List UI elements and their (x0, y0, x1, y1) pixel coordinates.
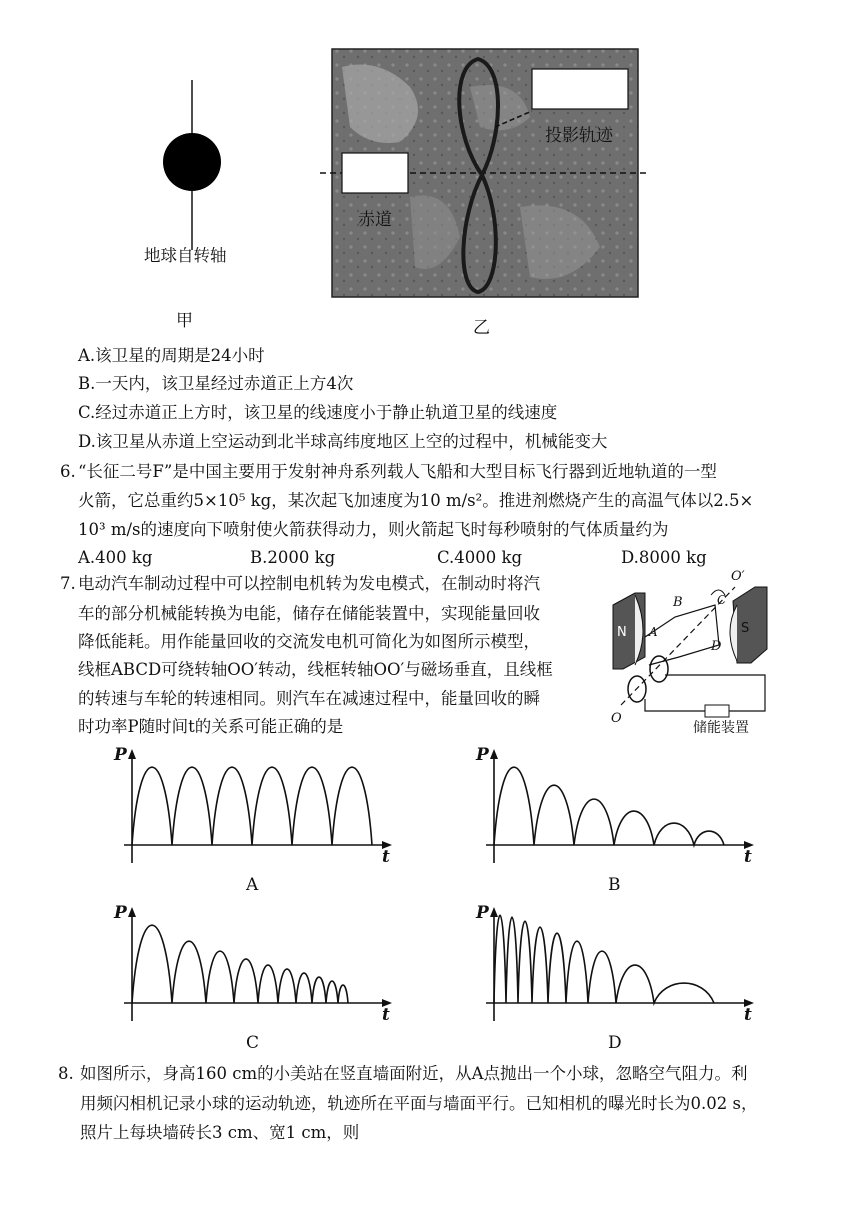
figure-yi (320, 47, 650, 337)
generator-drawing (605, 565, 785, 735)
power-curve (132, 767, 372, 845)
q5-option-c: C.经过赤道正上方时，该卫星的线速度小于静止轨道卫星的线速度 (78, 403, 558, 422)
figure-jia (130, 70, 250, 330)
graph-c-ylabel: P (114, 903, 127, 923)
caption-yi: 乙 (473, 318, 490, 338)
q6-line: 10³ m/s的速度向下喷射使火箭获得动力，则火箭起飞时每秒喷射的气体质量约为 (78, 520, 669, 539)
graph-d-caption: D (608, 1033, 622, 1053)
q7-line: 的转速与车轮的转速相同。则汽车在减速过程中，能量回收的瞬 (78, 689, 540, 708)
graph-b-xlabel: t (744, 847, 752, 867)
graph-b-ylabel: P (476, 745, 489, 765)
generator-diagram (605, 565, 785, 735)
q8-number: 8. (58, 1064, 74, 1083)
s-pole-face (730, 605, 737, 661)
storage-label: 储能装置 (693, 720, 749, 736)
y-axis-arrow (128, 907, 136, 917)
q6-option-c: C.4000 kg (437, 548, 523, 567)
graph-a-caption: A (246, 875, 259, 895)
label-o-prime: O′ (731, 569, 745, 584)
power-curve (132, 925, 348, 1003)
graph-a-plot (110, 745, 400, 875)
magnet-s (733, 587, 767, 663)
graph-c-caption: C (246, 1033, 260, 1053)
map-photo (320, 47, 650, 307)
y-axis-arrow (128, 749, 136, 759)
graph-d (472, 903, 762, 1053)
graph-d-xlabel: t (744, 1005, 752, 1025)
power-curve (494, 915, 714, 1003)
graph-c-xlabel: t (382, 1005, 390, 1025)
graph-d-ylabel: P (476, 903, 489, 923)
q7-line: 降低能耗。用作能量回收的交流发电机可简化为如图所示模型， (78, 632, 540, 651)
graph-a (110, 745, 400, 895)
q7-number: 7. (60, 574, 76, 593)
caption-jia: 甲 (176, 311, 193, 331)
earth-sphere (163, 133, 221, 191)
label-a: A (649, 625, 658, 639)
q6-option-d: D.8000 kg (621, 548, 707, 567)
projection-label: 投影轨迹 (545, 126, 613, 146)
label-s: S (741, 621, 750, 636)
q6-option-b: B.2000 kg (250, 548, 336, 567)
label-b: B (673, 595, 683, 610)
q7-line: 线框ABCD可绕转轴OO′转动，线框转轴OO′与磁场垂直，且线框 (78, 660, 553, 679)
q7-line: 时功率P随时间t的关系可能正确的是 (78, 717, 344, 736)
q6-line: 火箭，它总重约5×10⁵ kg，某次起飞加速度为10 m/s²。推进剂燃烧产生的高温气体以2.5× (78, 491, 754, 510)
q8-line: 照片上每块墙砖长3 cm、宽1 cm，则 (80, 1123, 360, 1142)
q5-option-a: A.该卫星的周期是24小时 (78, 346, 265, 365)
q8-line: 用频闪相机记录小球的运动轨迹，轨迹所在平面与墙面平行。已知相机的曝光时长为0.02 s， (80, 1094, 758, 1113)
label-c: C (717, 593, 727, 607)
storage-device (705, 705, 729, 717)
equator-label: 赤道 (358, 210, 392, 230)
label-n: N (617, 625, 627, 640)
label-o: O (611, 711, 622, 726)
graph-a-xlabel: t (382, 847, 390, 867)
projection-label-box (532, 69, 628, 109)
graph-b-caption: B (608, 875, 621, 895)
slip-ring (650, 656, 668, 682)
q7-line: 车的部分机械能转换为电能，储存在储能装置中，实现能量回收 (78, 604, 540, 623)
earth-axis-diagram (130, 70, 250, 270)
circuit-wire (645, 699, 705, 711)
graph-d-plot (472, 903, 762, 1033)
y-axis-arrow (490, 907, 498, 917)
axis-label: 地球自转轴 (144, 246, 227, 265)
q6-option-a: A.400 kg (78, 548, 153, 567)
q6-line: “长征二号F”是中国主要用于发射神舟系列载人飞船和大型目标飞行器到近地轨道的一型 (78, 462, 717, 481)
q5-option-d: D.该卫星从赤道上空运动到北半球高纬度地区上空的过程中，机械能变大 (78, 432, 608, 451)
q5-option-b: B.一天内，该卫星经过赤道正上方4次 (78, 374, 354, 393)
q7-line: 电动汽车制动过程中可以控制电机转为发电模式，在制动时将汽 (78, 574, 540, 593)
q6-number: 6. (60, 462, 76, 481)
q8-line: 如图所示，身高160 cm的小美站在竖直墙面附近，从A点抛出一个小球，忽略空气阻力。利 (80, 1064, 748, 1083)
label-d: D (711, 639, 722, 654)
graph-c-plot (110, 903, 400, 1033)
equator-label-box (342, 153, 408, 193)
power-curve (494, 767, 724, 845)
graph-b (472, 745, 762, 895)
graph-a-ylabel: P (114, 745, 127, 765)
y-axis-arrow (490, 749, 498, 759)
graph-c (110, 903, 400, 1053)
graph-b-plot (472, 745, 762, 875)
